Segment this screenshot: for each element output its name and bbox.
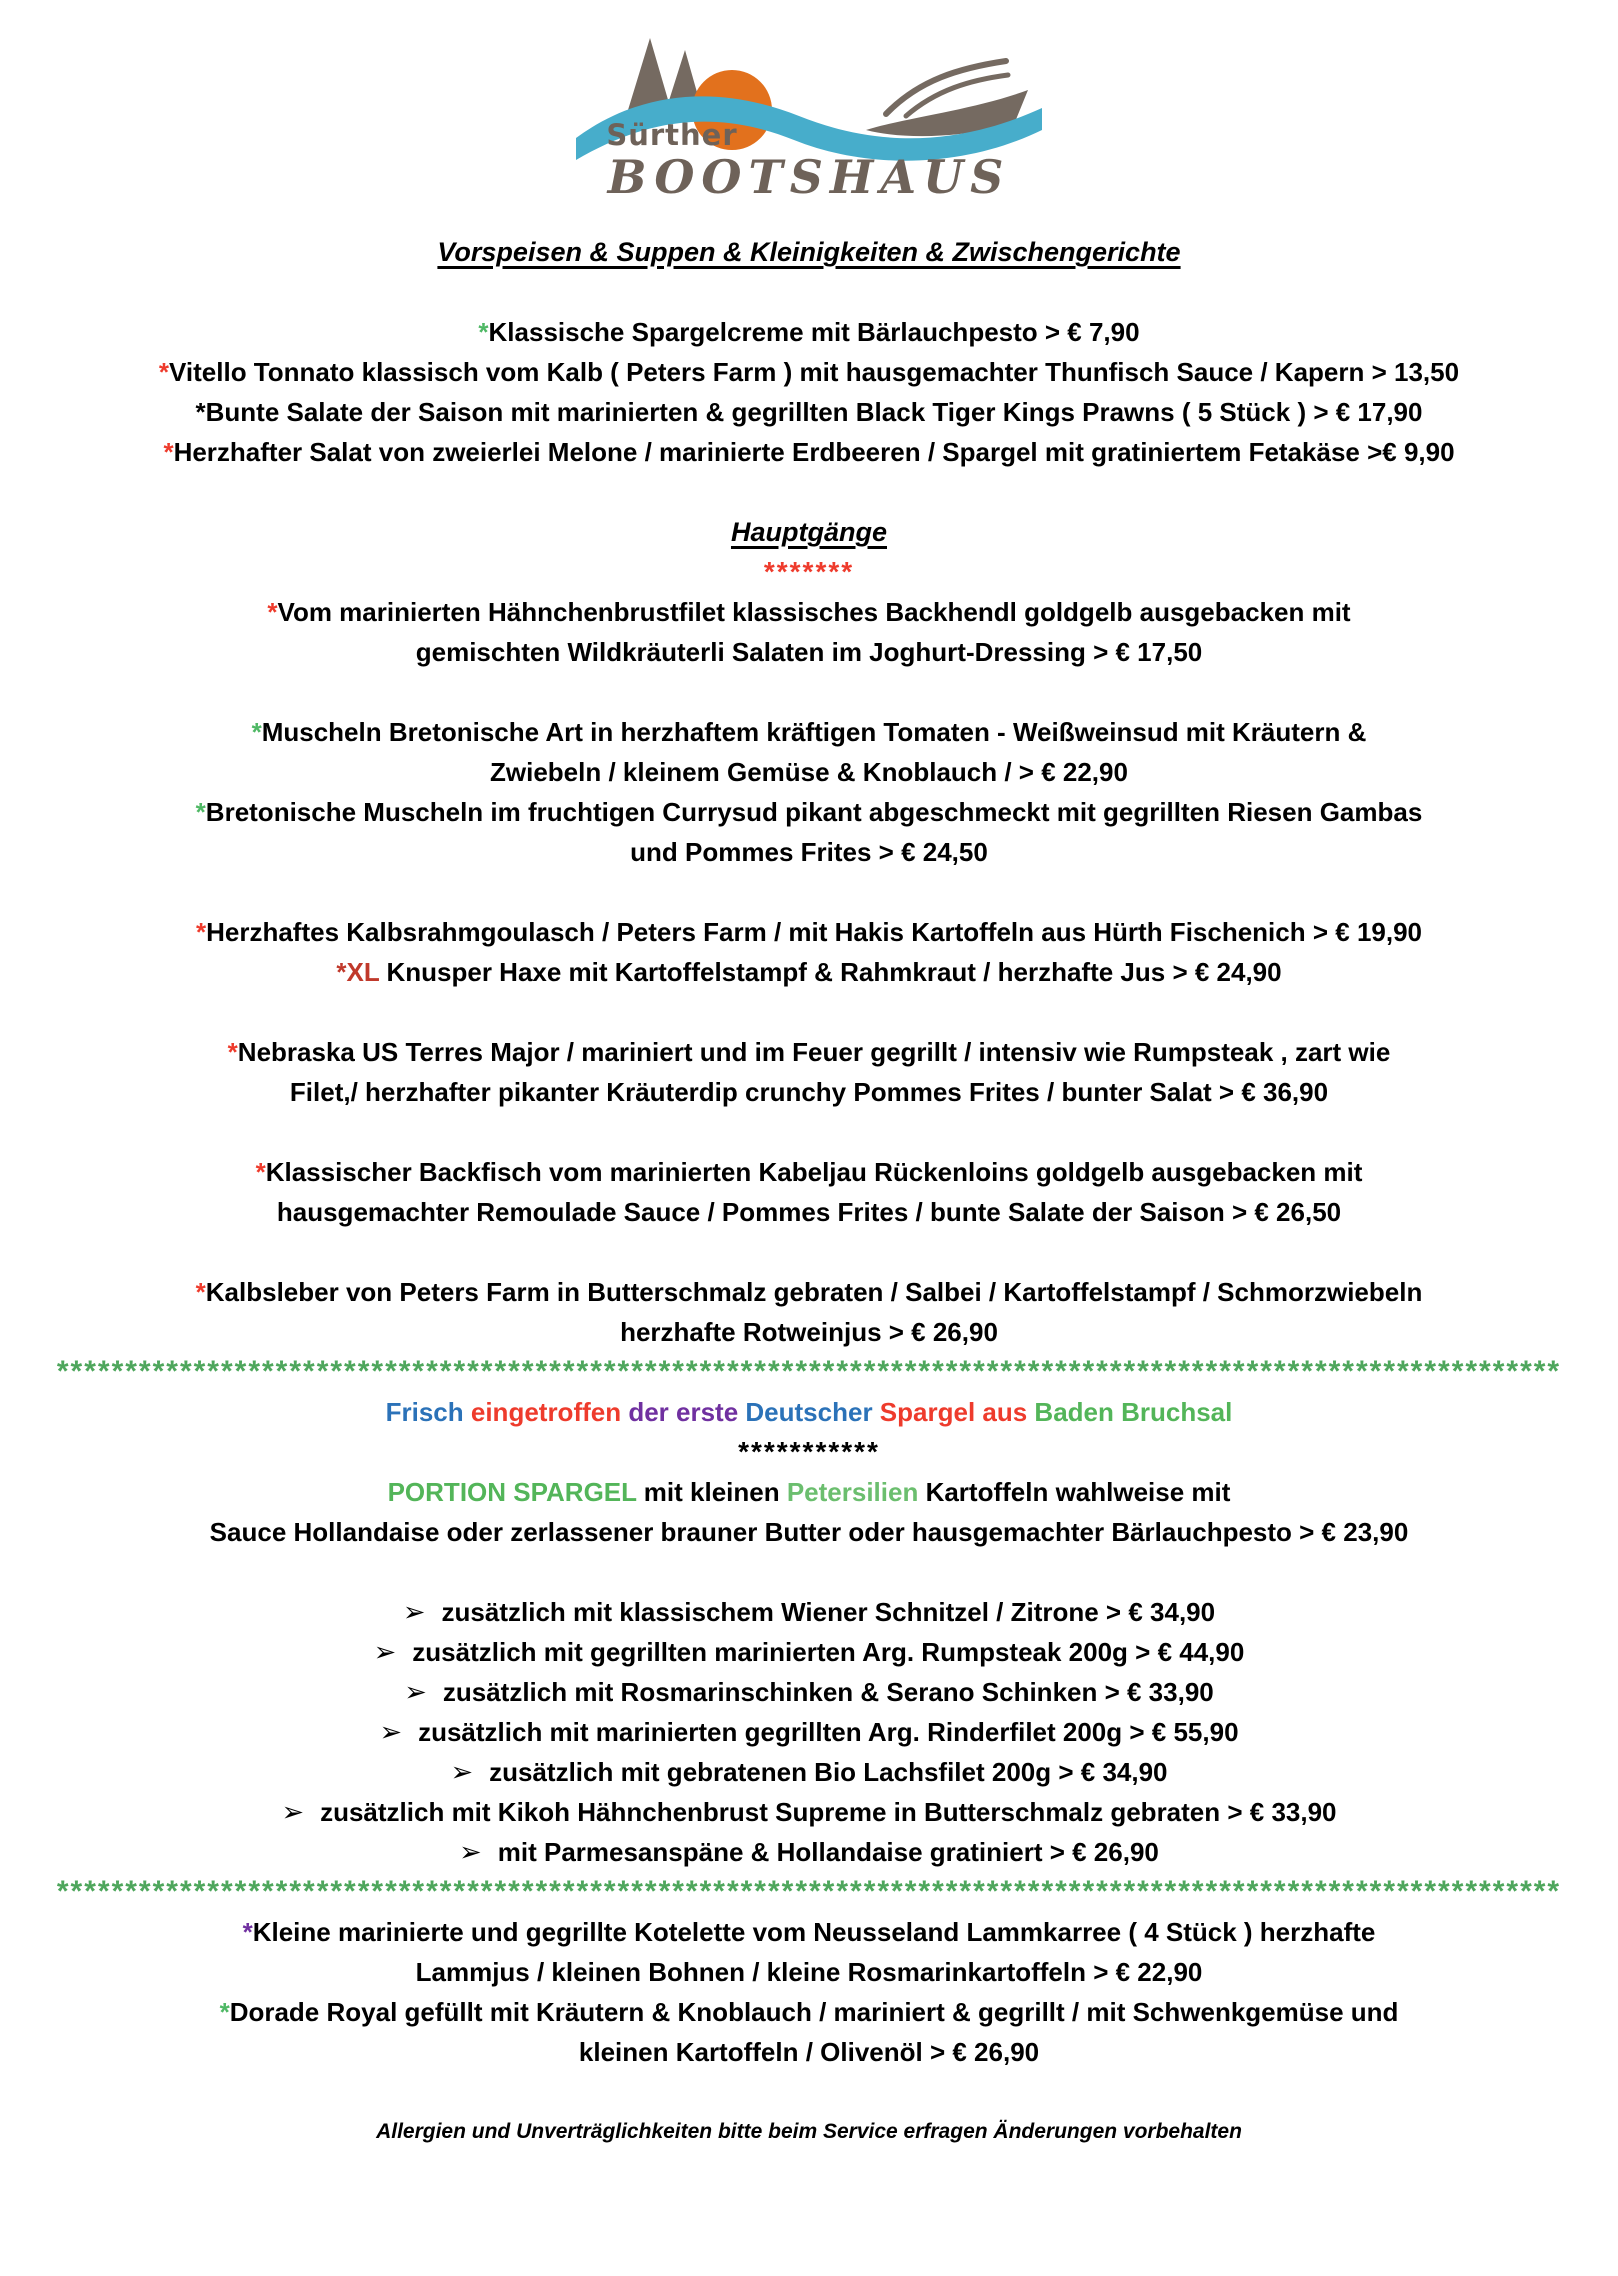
text-segment: Nebraska US Terres Major / mariniert und im Feuer gegrillt / intensiv wie Rumpsteak , zart wie — [237, 1037, 1391, 1067]
menu-bullet-line — [0, 1832, 1618, 1872]
menu-item-line — [0, 392, 1618, 432]
menu-item-line — [0, 1472, 1618, 1512]
menu-item-line — [0, 1952, 1618, 1992]
text-segment: * — [478, 317, 489, 347]
bullet-arrow-icon: ➢ — [459, 1837, 482, 1868]
text-segment: Herzhafter Salat von zweierlei Melone / marinierte Erdbeeren / Spargel mit gratiniertem Fetakäse >€ 9,90 — [173, 437, 1455, 467]
text-segment: zusätzlich mit gebratenen Bio Lachsfilet 200g > € 34,90 — [489, 1757, 1168, 1787]
text-segment: * — [219, 1997, 230, 2027]
menu-item-line — [0, 1032, 1618, 1072]
heading-line — [0, 232, 1618, 272]
text-segment: zusätzlich mit marinierten gegrillten Arg. Rinderfilet 200g > € 55,90 — [418, 1717, 1239, 1747]
menu-item-line — [0, 432, 1618, 472]
text-segment: Zwiebeln / kleinem Gemüse & Knoblauch / > € 22,90 — [490, 757, 1128, 787]
spacer-line — [0, 472, 1618, 512]
menu-item-line — [0, 1192, 1618, 1232]
text-segment: * — [227, 1037, 238, 1067]
brand-name-large: BOOTSHAUS — [607, 150, 1011, 204]
menu-item-line — [0, 912, 1618, 952]
menu-item-line — [0, 1512, 1618, 1552]
text-segment: herzhafte Rotweinjus > € 26,90 — [620, 1317, 998, 1347]
text-segment: Sauce Hollandaise oder zerlassener brauner Butter oder hausgemachter Bärlauchpesto > € 23,90 — [209, 1517, 1409, 1547]
text-segment: Frisch — [385, 1397, 471, 1427]
separator-line — [0, 1872, 1618, 1912]
text-segment: Allergien und Unverträglichkeiten bitte beim Service erfragen Änderungen vorbehalten — [376, 2120, 1242, 2143]
text-segment: *XL — [336, 957, 380, 987]
menu-bullet-line — [0, 1672, 1618, 1712]
footer-line — [0, 2112, 1618, 2152]
text-segment: Vitello Tonnato klassisch vom Kalb ( Peters Farm ) mit hausgemachter Thunfisch Sauce / Kapern > 13,50 — [169, 357, 1460, 387]
spacer-line — [0, 2072, 1618, 2112]
menu-item-line — [0, 1312, 1618, 1352]
menu-item-line — [0, 752, 1618, 792]
bootshaus-logo — [574, 26, 1044, 218]
text-segment: hausgemachter Remoulade Sauce / Pommes Frites / bunte Salate der Saison > € 26,50 — [276, 1197, 1342, 1227]
text-segment: * — [242, 1917, 253, 1947]
spacer-line — [0, 872, 1618, 912]
text-segment: * — [158, 357, 170, 387]
menu-bullet-line — [0, 1792, 1618, 1832]
stars-line — [0, 552, 1618, 592]
text-segment: Petersilien — [786, 1477, 926, 1507]
text-segment: mit Parmesanspäne & Hollandaise gratiniert > € 26,90 — [497, 1837, 1159, 1867]
text-segment: Lammjus / kleinen Bohnen / kleine Rosmarinkartoffeln > € 22,90 — [415, 1957, 1203, 1987]
text-segment: ******* — [763, 556, 855, 587]
menu-bullet-line — [0, 1632, 1618, 1672]
text-segment: PORTION SPARGEL — [387, 1477, 644, 1507]
menu-item-line — [0, 312, 1618, 352]
text-segment: * — [195, 797, 206, 827]
menu-item-line — [0, 632, 1618, 672]
text-segment: Kleine marinierte und gegrillte Kotelette vom Neusseland Lammkarree ( 4 Stück ) herzhafte — [252, 1917, 1376, 1947]
heading-line — [0, 512, 1618, 552]
text-segment: Deutscher — [745, 1397, 880, 1427]
menu-item-line — [0, 712, 1618, 752]
text-segment: * — [255, 1157, 266, 1187]
menu-item-line — [0, 592, 1618, 632]
text-segment: mit kleinen — [643, 1477, 787, 1507]
bullet-arrow-icon: ➢ — [402, 1597, 426, 1628]
text-segment: und Pommes Frites > € 24,50 — [630, 837, 988, 867]
bullet-arrow-icon: ➢ — [379, 1717, 403, 1748]
separator-line — [0, 1352, 1618, 1392]
menu-item-line — [0, 1912, 1618, 1952]
text-segment: Baden Bruchsal — [1034, 1397, 1233, 1427]
menu-item-line — [0, 1152, 1618, 1192]
text-segment: Dorade Royal gefüllt mit Kräutern & Knoblauch / mariniert & gegrillt / mit Schwenkgemüse und — [229, 1997, 1399, 2027]
text-segment: Klassischer Backfisch vom marinierten Kabeljau Rückenloins goldgelb ausgebacken mit — [265, 1157, 1363, 1187]
text-segment: *Bunte Salate der Saison mit marinierten & gegrillten Black Tiger Kings Prawns ( 5 Stück ) > € 17,90 — [195, 397, 1423, 427]
spacer-line — [0, 672, 1618, 712]
text-segment: * — [251, 717, 262, 747]
text-segment: gemischten Wildkräuterli Salaten im Joghurt-Dressing > € 17,50 — [415, 637, 1203, 667]
menu-bullet-line — [0, 1592, 1618, 1632]
text-segment: ************************************************************************************************************** — [56, 1875, 1562, 1908]
bullet-arrow-icon: ➢ — [281, 1797, 305, 1828]
spacer-line — [0, 1112, 1618, 1152]
text-segment: Kartoffeln wahlweise mit — [925, 1477, 1231, 1507]
menu-item-line — [0, 1392, 1618, 1432]
text-segment: *********** — [738, 1436, 880, 1467]
menu-item-line — [0, 832, 1618, 872]
text-segment: Bretonische Muscheln im fruchtigen Currysud pikant abgeschmeckt mit gegrillten Riesen Gambas — [205, 797, 1423, 827]
text-segment: Kalbsleber von Peters Farm in Butterschmalz gebraten / Salbei / Kartoffelstampf / Schmorzwiebeln — [205, 1277, 1423, 1307]
text-segment: * — [267, 597, 278, 627]
text-segment: kleinen Kartoffeln / Olivenöl > € 26,90 — [578, 2037, 1040, 2067]
text-segment: zusätzlich mit Rosmarinschinken & Serano Schinken > € 33,90 — [442, 1677, 1214, 1707]
text-segment: Muscheln Bretonische Art in herzhaftem kräftigen Tomaten - Weißweinsud mit Kräutern & — [261, 717, 1367, 747]
spacer-line — [0, 1232, 1618, 1272]
text-segment: * — [195, 1277, 206, 1307]
bullet-arrow-icon: ➢ — [373, 1637, 397, 1668]
menu-item-line — [0, 1072, 1618, 1112]
text-segment: Vom marinierten Hähnchenbrustfilet klassisches Backhendl goldgelb ausgebacken mit — [277, 597, 1351, 627]
spacer-line — [0, 272, 1618, 312]
spacer-line — [0, 992, 1618, 1032]
menu-bullet-line — [0, 1712, 1618, 1752]
menu-item-line — [0, 2032, 1618, 2072]
bullet-arrow-icon: ➢ — [404, 1677, 427, 1708]
text-segment: * — [195, 917, 207, 947]
text-segment: Vorspeisen & Suppen & Kleinigkeiten & Zwischengerichte — [437, 237, 1181, 267]
menu-item-line — [0, 1272, 1618, 1312]
menu-bullet-line — [0, 1752, 1618, 1792]
text-segment: Filet,/ herzhafter pikanter Kräuterdip crunchy Pommes Frites / bunter Salat > € 36,90 — [289, 1077, 1329, 1107]
text-segment: zusätzlich mit klassischem Wiener Schnitzel / Zitrone > € 34,90 — [441, 1597, 1216, 1627]
spacer-line — [0, 1552, 1618, 1592]
text-segment: eingetroffen — [470, 1397, 629, 1427]
text-segment: Klassische Spargelcreme mit Bärlauchpesto > € 7,90 — [488, 317, 1140, 347]
text-segment: ************************************************************************************************************** — [56, 1355, 1562, 1388]
menu-item-line — [0, 1992, 1618, 2032]
stars-line — [0, 1432, 1618, 1472]
text-segment: Knusper Haxe mit Kartoffelstampf & Rahmkraut / herzhafte Jus > € 24,90 — [379, 957, 1282, 987]
text-segment: * — [163, 437, 174, 467]
menu-lines — [0, 232, 1618, 2152]
text-segment: der erste — [628, 1397, 746, 1427]
menu-item-line — [0, 352, 1618, 392]
bullet-arrow-icon: ➢ — [450, 1757, 474, 1788]
text-segment: Hauptgänge — [730, 517, 887, 547]
text-segment: zusätzlich mit Kikoh Hähnchenbrust Supreme in Butterschmalz gebraten > € 33,90 — [320, 1797, 1337, 1827]
brand-name-small: Sürther — [606, 118, 738, 152]
text-segment: Herzhaftes Kalbsrahmgoulasch / Peters Farm / mit Hakis Kartoffeln aus Hürth Fischenich > € 19,90 — [206, 917, 1423, 947]
menu-item-line — [0, 952, 1618, 992]
text-segment: zusätzlich mit gegrillten marinierten Arg. Rumpsteak 200g > € 44,90 — [412, 1637, 1245, 1667]
text-segment: Spargel aus — [879, 1397, 1035, 1427]
menu-item-line — [0, 792, 1618, 832]
